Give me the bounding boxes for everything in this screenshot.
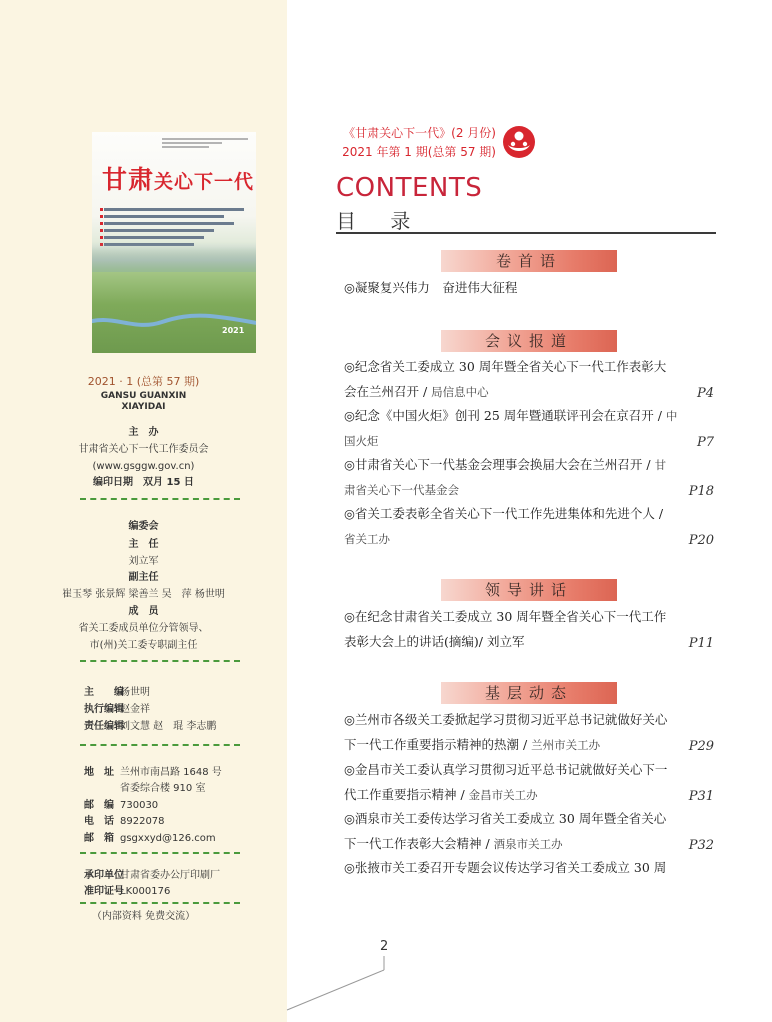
toc-entry[interactable]: ◎省关工委表彰全省关心下一代工作先进集体和先进个人 / — [344, 506, 664, 521]
toc-entry[interactable]: ◎纪念《中国火炬》创刊 25 周年暨通联评刊会在京召开 / 中 — [344, 408, 678, 423]
printer-row: 承印单位甘肃省委办公厅印刷厂 — [84, 870, 220, 881]
pinyin-title-2: XIAYIDAI — [121, 402, 166, 412]
license-row: 准印证号LK000176 — [84, 886, 171, 897]
toc-entry-line2[interactable]: 省关工办 — [344, 532, 390, 546]
section-header: 会议报道 — [441, 330, 617, 352]
magazine-cover-image — [92, 132, 256, 353]
page-corner-lines — [0, 950, 772, 1022]
section-header: 领导讲话 — [441, 579, 617, 601]
divider — [80, 498, 240, 500]
toc-entry-line2[interactable]: 下一代工作重要指示精神的热潮 / 兰州市关工办 — [344, 737, 601, 752]
toc-entry-line2[interactable]: 表彰大会上的讲话(摘编)/ 刘立军 — [344, 634, 525, 649]
logo-icon — [502, 125, 536, 159]
magazine-header — [0, 124, 496, 161]
director-label: 主 任 — [128, 539, 159, 550]
page-ref: P32 — [688, 838, 714, 853]
toc-entry[interactable]: ◎兰州市各级关工委掀起学习贯彻习近平总书记就做好关心 — [344, 712, 668, 727]
toc-entry[interactable]: ◎凝聚复兴伟力 奋进伟大征程 — [344, 280, 518, 295]
divider — [80, 902, 240, 904]
page-ref: P11 — [688, 636, 714, 651]
page-ref: P4 — [696, 386, 714, 401]
members-line-2: 市(州)关工委专职副主任 — [89, 640, 198, 651]
toc-entry-line2[interactable]: 肃省关心下一代基金会 — [344, 483, 459, 497]
website: (www.gsggw.gov.cn) — [92, 461, 195, 472]
cover-headline — [104, 215, 224, 218]
sponsor-name: 甘肃省关心下一代工作委员会 — [78, 444, 209, 455]
heading-rule — [336, 232, 716, 234]
members-line-1: 省关工委成员单位分管领导、 — [78, 623, 209, 634]
magazine-name: 《甘肃关心下一代》(2 月份) — [343, 126, 496, 140]
deputy-names: 崔玉琴 张景辉 梁善兰 吴 萍 杨世明 — [62, 589, 225, 600]
toc-entry-line2[interactable]: 国火炬 — [344, 434, 379, 448]
address-row: 地 址 兰州市南昌路 1648 号 — [84, 767, 222, 778]
toc-entry[interactable]: ◎酒泉市关工委传达学习省关工委成立 30 周年暨全省关心 — [344, 811, 667, 826]
cover-headline — [104, 208, 244, 211]
editor-row: 主 编杨世明 — [84, 687, 150, 698]
issue-line: 2021 年第 1 期(总第 57 期) — [342, 144, 496, 159]
cover-title: 甘肃关心下一代 — [102, 165, 255, 194]
resp-editor-row: 责任编辑刘文慧 赵 琨 李志鹏 — [84, 721, 217, 732]
exec-editor-row: 执行编辑赵金祥 — [84, 704, 150, 715]
divider — [80, 744, 240, 746]
page-number: 2 — [380, 939, 389, 954]
toc-entry-line2[interactable]: 下一代工作表彰大会精神 / 酒泉市关工办 — [344, 836, 563, 851]
toc-entry[interactable]: ◎金昌市关工委认真学习贯彻习近平总书记就做好关心下一 — [344, 762, 668, 777]
toc-entry[interactable]: ◎纪念省关工委成立 30 周年暨全省关心下一代工作表彰大 — [344, 359, 667, 374]
page-ref: P29 — [688, 739, 714, 754]
sponsor-label: 主 办 — [128, 427, 159, 438]
toc-entry-line2[interactable]: 会在兰州召开 / 局信息中心 — [344, 384, 489, 399]
page-ref: P18 — [688, 484, 714, 499]
committee-label: 编委会 — [128, 521, 159, 532]
section-header: 基层动态 — [441, 682, 617, 704]
section-header: 卷首语 — [441, 250, 617, 272]
cover-headline — [104, 229, 214, 232]
internal-note: （内部资料 免费交流） — [91, 911, 196, 922]
mulu-heading: 目 录 — [336, 209, 425, 233]
toc-entry-line2[interactable]: 代工作重要指示精神 / 金昌市关工办 — [344, 787, 538, 802]
divider — [80, 852, 240, 854]
contents-heading: CONTENTS — [336, 173, 483, 203]
toc-entry[interactable]: ◎甘肃省关心下一代基金会理事会换届大会在兰州召开 / 甘 — [344, 457, 667, 472]
cover-mountains — [92, 242, 256, 272]
toc-entry[interactable]: ◎在纪念甘肃省关工委成立 30 周年暨全省关心下一代工作 — [344, 609, 667, 624]
cover-headline — [104, 222, 234, 225]
issue-number: 2021 · 1 (总第 57 期) — [87, 375, 200, 388]
page-ref: P20 — [688, 533, 714, 548]
postcode-row: 邮 编 730030 — [84, 800, 159, 811]
print-date: 编印日期 双月 15 日 — [93, 477, 194, 488]
address-row-2: 省委综合楼 910 室 — [120, 783, 206, 794]
page-ref: P31 — [688, 789, 714, 804]
divider — [80, 660, 240, 662]
members-label: 成 员 — [128, 606, 159, 617]
toc-entry[interactable]: ◎张掖市关工委召开专题会议传达学习省关工委成立 30 周 — [344, 860, 667, 875]
email-row: 邮 箱 gsgxxyd@126.com — [84, 833, 216, 844]
director-name: 刘立军 — [128, 556, 159, 567]
cover-headline — [104, 236, 204, 239]
page-ref: P7 — [696, 435, 714, 450]
pinyin-title-1: GANSU GUANXIN — [100, 391, 187, 401]
cover-year: 2021 — [222, 326, 245, 335]
deputy-label: 副主任 — [128, 572, 159, 583]
phone-row: 电 话 8922078 — [84, 816, 165, 827]
